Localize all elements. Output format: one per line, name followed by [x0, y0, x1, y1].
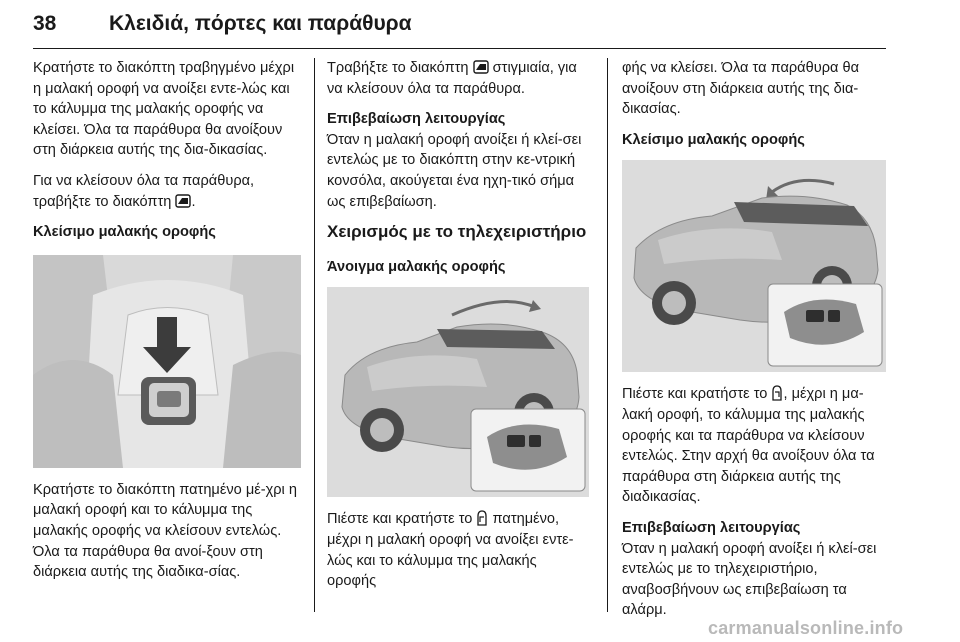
- paragraph: Επιβεβαίωση λειτουργίας Όταν η μαλακή οροφή ανοίξει ή κλεί-σει εντελώς με το τηλεχειριστήριο, αναβοσβήνουν ως επιβεβαίωση τα αλάρμ.: [622, 518, 886, 621]
- page-header: [33, 6, 886, 49]
- column-right: [622, 58, 886, 631]
- window-close-switch-icon: [175, 194, 191, 208]
- paragraph: Κρατήστε το διακόπτη πατημένο μέ-χρι η μαλακή οροφή και το κάλυμμα της μαλακής οροφής να κλείσουν εντελώς. Όλα τα παράθυρα θα ανοί-ξουν στη διάρκεια αυτής της διαδικα-σίας.: [33, 481, 297, 581]
- section-title: Χειρισμός με το τηλεχειριστήριο: [327, 222, 587, 242]
- subhead: Επιβεβαίωση λειτουργίας: [327, 111, 506, 128]
- subhead: Κλείσιμο μαλακής οροφής: [33, 224, 216, 241]
- remote-roof-button-icon: [476, 510, 488, 526]
- watermark: carmanualsonline.info: [708, 618, 904, 638]
- paragraph: φής να κλείσει. Όλα τα παράθυρα θα ανοίξουν στη διάρκεια αυτής της δια-δικασίας.: [622, 60, 860, 118]
- page-number: 38: [33, 12, 57, 35]
- column-left: [33, 58, 301, 593]
- subhead: Κλείσιμο μαλακής οροφής: [622, 131, 805, 148]
- column-divider: [607, 58, 608, 612]
- paragraph: Κρατήστε το διακόπτη τραβηγμένο μέχρι η μαλακή οροφή να ανοίξει εντε-λώς και το κάλυμμα της μαλακής οροφής να κλείσει. Όλα τα παράθυρα θα ανοίξουν στη διάρκεια αυτής της δια-δικασίας.: [33, 60, 295, 159]
- car-roof-open-illustration: [327, 287, 589, 497]
- subhead: Επιβεβαίωση λειτουργίας: [622, 519, 801, 536]
- column-middle: [327, 58, 589, 602]
- window-close-switch-icon: [473, 60, 489, 74]
- paragraph: Για να κλείσουν όλα τα παράθυρα, τραβήξτε το διακόπτη .: [33, 172, 255, 210]
- column-divider: [314, 58, 315, 612]
- paragraph: Τραβήξτε το διακόπτη στιγμιαία, για να κλείσουν όλα τα παράθυρα.: [327, 60, 577, 97]
- paragraph: Πιέστε και κρατήστε το πατημένο, μέχρι η μαλακή οροφή να ανοίξει εντε-λώς και το κάλυμμα της μαλακής οροφής: [327, 511, 574, 590]
- console-switch-illustration: [33, 255, 301, 468]
- car-roof-close-illustration: [622, 160, 886, 372]
- remote-roof-button-icon: [771, 385, 783, 401]
- paragraph: Πιέστε και κρατήστε το , μέχρι η μα-λακή οροφή, το κάλυμμα της μαλακής οροφής και τα παράθυρα να κλείσουν εντελώς. Στην αρχή θα ανοίξουν όλα τα παράθυρα στη διάρκεια αυτής της διαδικασίας.: [622, 386, 875, 506]
- subhead: Άνοιγμα μαλακής οροφής: [327, 258, 506, 275]
- chapter-title: Κλειδιά, πόρτες και παράθυρα: [109, 12, 412, 35]
- paragraph: Επιβεβαίωση λειτουργίας Όταν η μαλακή οροφή ανοίξει ή κλεί-σει εντελώς με το διακόπτη στην κε-ντρική κονσόλα, ακούγεται ένα ηχη-τικό σήμα ως επιβεβαίωση.: [327, 109, 589, 212]
